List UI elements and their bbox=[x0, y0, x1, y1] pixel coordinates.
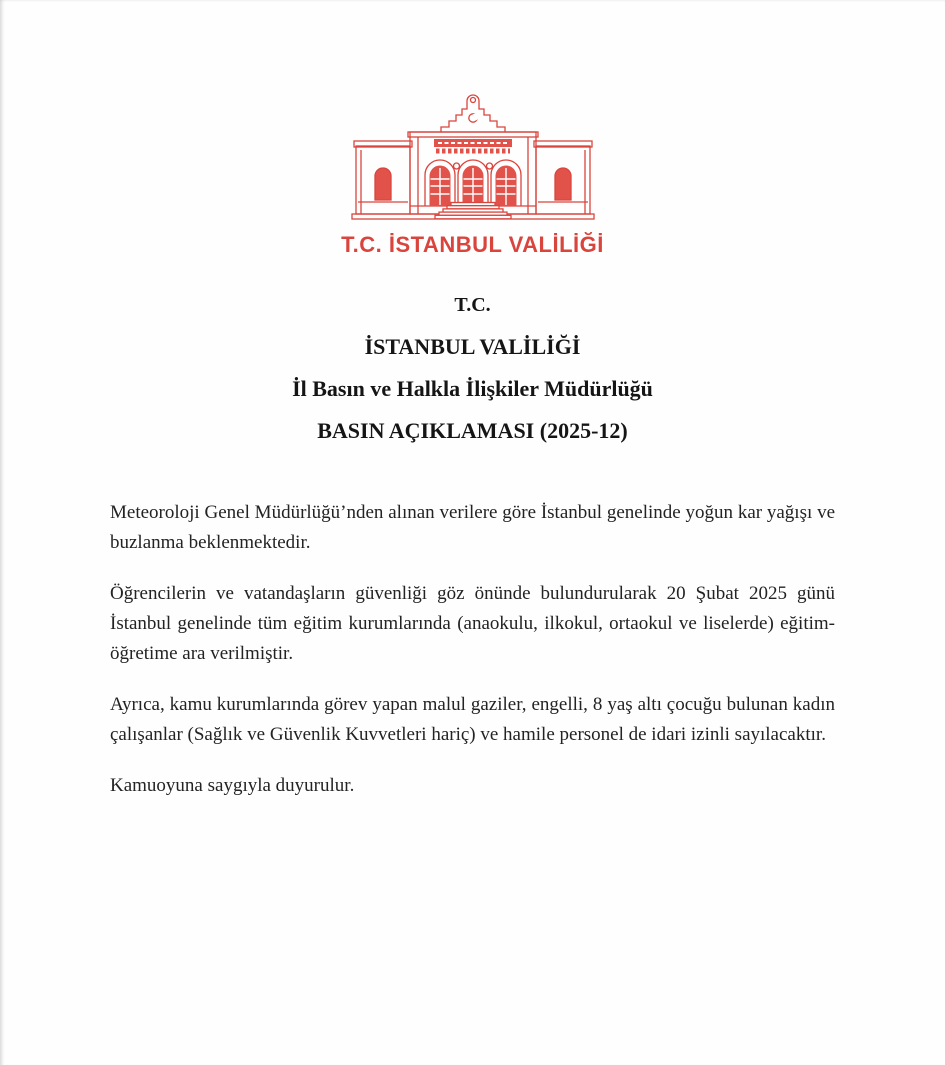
body-paragraph-admin-leave: Ayrıca, kamu kurumlarında görev yapan malul gaziler, engelli, 8 yaş altı çocuğu bulunan kadın çalışanlar (Sağlık ve Güvenlik Kuvvetleri hariç) ve hamile personel de idari izinli sayılacaktır. bbox=[110, 694, 835, 745]
heading-press-office: İl Basın ve Halkla İlişkiler Müdürlüğü bbox=[292, 376, 653, 401]
body-paragraph-school-closure: Öğrencilerin ve vatandaşların güvenliği göz önünde bulundurularak 20 Şubat 2025 günü İstanbul genelinde tüm eğitim kurumlarında (anaokulu, ilkokul, ortaokul ve liselerde) eğitim-öğretime ara verilmiştir. bbox=[110, 583, 835, 664]
heading-tc: T.C. bbox=[454, 294, 491, 316]
body-paragraph-closing: Kamuoyuna saygıyla duyurulur. bbox=[110, 775, 355, 796]
government-building-icon bbox=[348, 88, 598, 223]
heading-press-release-number: BASIN AÇIKLAMASI (2025-12) bbox=[317, 418, 628, 443]
document-body bbox=[110, 498, 835, 801]
document-headings bbox=[0, 284, 945, 452]
heading-governorship: İSTANBUL VALİLİĞİ bbox=[364, 334, 581, 359]
logo-caption: T.C. İSTANBUL VALİLİĞİ bbox=[341, 232, 604, 257]
governorship-logo bbox=[0, 0, 945, 258]
body-paragraph-weather: Meteoroloji Genel Müdürlüğü’nden alınan verilere göre İstanbul genelinde yoğun kar yağışı ve buzlanma beklenmektedir. bbox=[110, 502, 835, 553]
